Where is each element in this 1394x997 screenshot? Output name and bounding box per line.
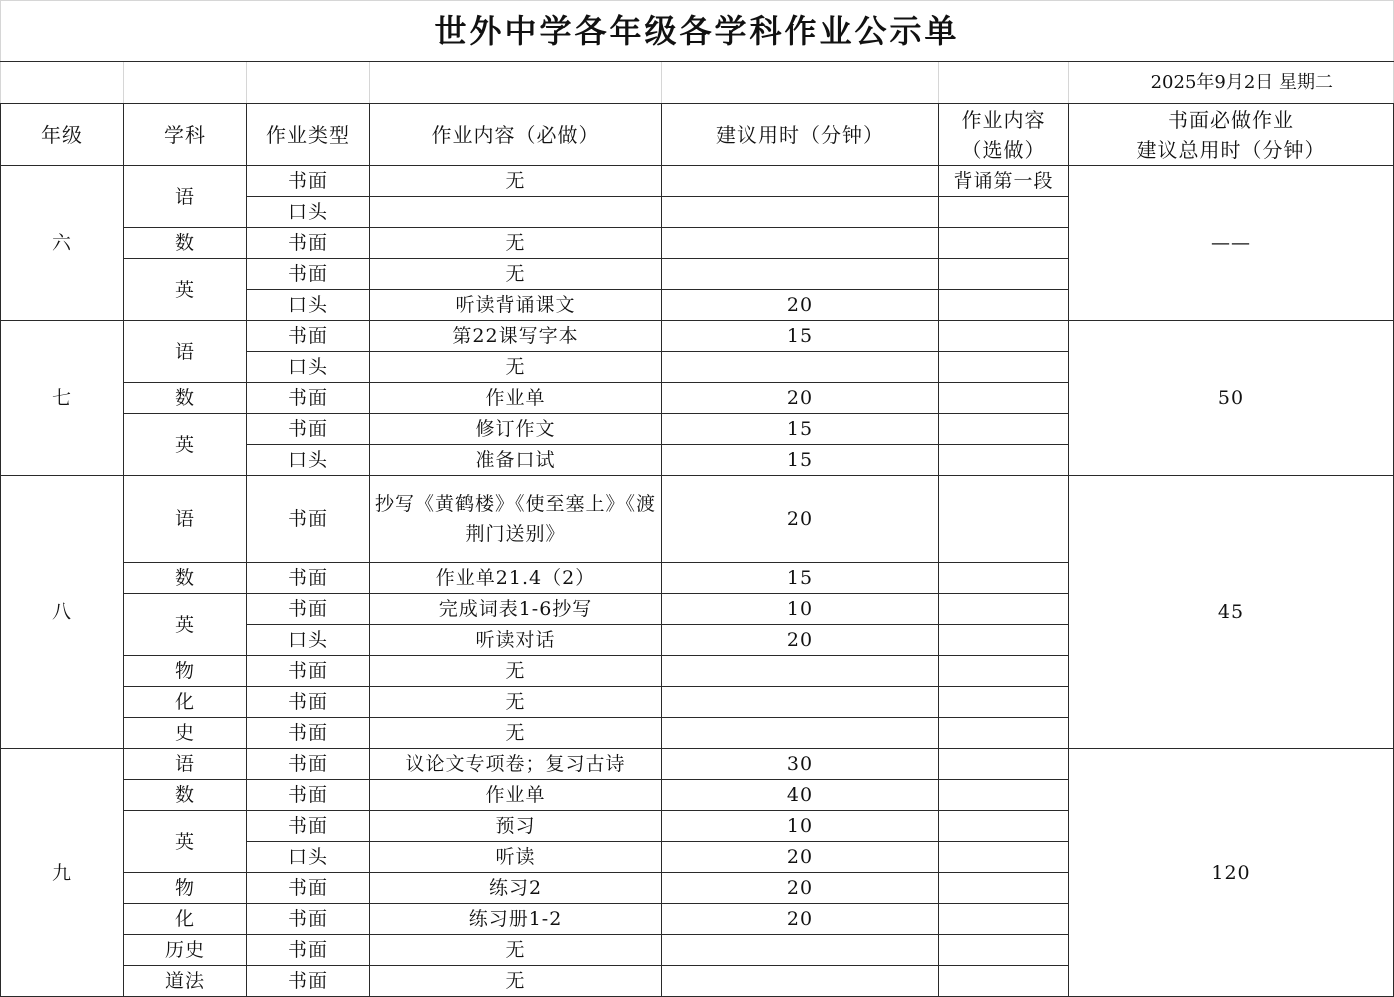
type-cell: 书面	[247, 718, 370, 749]
time-cell	[662, 352, 939, 383]
content-cell: 无	[370, 656, 662, 687]
optional-cell	[939, 197, 1069, 228]
grade-cell: 七	[1, 321, 124, 476]
content-cell: 完成词表1-6抄写	[370, 594, 662, 625]
total-cell: 45	[1069, 476, 1394, 749]
optional-cell	[939, 749, 1069, 780]
type-cell: 口头	[247, 352, 370, 383]
type-cell: 书面	[247, 563, 370, 594]
time-cell	[662, 718, 939, 749]
optional-cell	[939, 842, 1069, 873]
type-cell: 书面	[247, 228, 370, 259]
content-cell: 无	[370, 687, 662, 718]
optional-cell	[939, 414, 1069, 445]
time-cell	[662, 259, 939, 290]
type-cell: 书面	[247, 966, 370, 997]
subject-cell: 语	[124, 476, 247, 563]
blank-cell	[247, 62, 370, 104]
header-subject: 学科	[124, 104, 247, 166]
blank-cell	[124, 62, 247, 104]
subject-cell: 数	[124, 563, 247, 594]
subject-cell: 英	[124, 811, 247, 873]
optional-cell	[939, 811, 1069, 842]
content-cell: 第22课写字本	[370, 321, 662, 352]
optional-cell: 背诵第一段	[939, 166, 1069, 197]
time-cell: 10	[662, 811, 939, 842]
optional-cell	[939, 656, 1069, 687]
optional-cell	[939, 476, 1069, 563]
blank-cell	[939, 62, 1069, 104]
header-total	[1069, 104, 1394, 166]
subject-cell: 语	[124, 166, 247, 228]
content-cell: 修订作文	[370, 414, 662, 445]
optional-cell	[939, 687, 1069, 718]
grade-cell: 八	[1, 476, 124, 749]
optional-cell	[939, 935, 1069, 966]
table-row	[1, 321, 1394, 352]
optional-cell	[939, 718, 1069, 749]
time-cell: 20	[662, 383, 939, 414]
content-cell: 无	[370, 966, 662, 997]
header-total-line1: 书面必做作业	[1168, 107, 1295, 132]
type-cell: 书面	[247, 476, 370, 563]
grade-cell: 九	[1, 749, 124, 997]
type-cell: 书面	[247, 687, 370, 718]
type-cell: 书面	[247, 811, 370, 842]
optional-cell	[939, 563, 1069, 594]
optional-cell	[939, 383, 1069, 414]
time-cell: 30	[662, 749, 939, 780]
content-cell: 无	[370, 166, 662, 197]
grade-cell: 六	[1, 166, 124, 321]
content-cell: 无	[370, 352, 662, 383]
header-optional	[939, 104, 1069, 166]
time-cell	[662, 656, 939, 687]
type-cell: 书面	[247, 166, 370, 197]
subject-cell: 化	[124, 904, 247, 935]
type-cell: 书面	[247, 904, 370, 935]
content-cell: 听读对话	[370, 625, 662, 656]
time-cell	[662, 166, 939, 197]
content-cell: 预习	[370, 811, 662, 842]
type-cell: 书面	[247, 656, 370, 687]
content-cell: 练习册1-2	[370, 904, 662, 935]
header-time: 建议用时（分钟）	[662, 104, 939, 166]
subject-cell: 数	[124, 780, 247, 811]
subject-cell: 数	[124, 228, 247, 259]
content-cell: 准备口试	[370, 445, 662, 476]
subject-cell: 物	[124, 656, 247, 687]
time-cell: 15	[662, 445, 939, 476]
type-cell: 口头	[247, 625, 370, 656]
header-optional-line1: 作业内容	[961, 107, 1046, 132]
header-optional-line2: （选做）	[961, 137, 1046, 162]
time-cell: 10	[662, 594, 939, 625]
type-cell: 书面	[247, 780, 370, 811]
subject-cell: 物	[124, 873, 247, 904]
time-cell	[662, 197, 939, 228]
time-cell: 20	[662, 476, 939, 563]
content-cell: 议论文专项卷；复习古诗	[370, 749, 662, 780]
type-cell: 书面	[247, 749, 370, 780]
header-total-line2: 建议总用时（分钟）	[1136, 137, 1326, 162]
content-cell: 作业单	[370, 780, 662, 811]
type-cell: 书面	[247, 935, 370, 966]
content-cell: 听读背诵课文	[370, 290, 662, 321]
subject-cell: 化	[124, 687, 247, 718]
optional-cell	[939, 228, 1069, 259]
time-cell: 40	[662, 780, 939, 811]
type-cell: 书面	[247, 321, 370, 352]
optional-cell	[939, 873, 1069, 904]
subject-cell: 语	[124, 749, 247, 780]
optional-cell	[939, 321, 1069, 352]
subject-cell: 数	[124, 383, 247, 414]
optional-cell	[939, 625, 1069, 656]
subject-cell: 英	[124, 259, 247, 321]
type-cell: 口头	[247, 290, 370, 321]
type-cell: 口头	[247, 445, 370, 476]
optional-cell	[939, 966, 1069, 997]
type-cell: 口头	[247, 842, 370, 873]
content-cell	[370, 197, 662, 228]
subject-cell: 道法	[124, 966, 247, 997]
type-cell: 书面	[247, 383, 370, 414]
optional-cell	[939, 904, 1069, 935]
blank-cell	[1, 62, 124, 104]
content-cell: 练习2	[370, 873, 662, 904]
optional-cell	[939, 780, 1069, 811]
optional-cell	[939, 259, 1069, 290]
type-cell: 口头	[247, 197, 370, 228]
table-row	[1, 476, 1394, 563]
table-row	[1, 166, 1394, 197]
time-cell	[662, 966, 939, 997]
time-cell: 20	[662, 842, 939, 873]
content-cell: 无	[370, 935, 662, 966]
total-cell: ——	[1069, 166, 1394, 321]
header-type: 作业类型	[247, 104, 370, 166]
page-title: 世外中学各年级各学科作业公示单	[1, 1, 1394, 62]
subject-cell: 英	[124, 414, 247, 476]
optional-cell	[939, 352, 1069, 383]
subject-cell: 语	[124, 321, 247, 383]
optional-cell	[939, 290, 1069, 321]
content-cell: 无	[370, 228, 662, 259]
time-cell	[662, 228, 939, 259]
time-cell: 20	[662, 873, 939, 904]
subject-cell: 英	[124, 594, 247, 656]
content-cell: 抄写《黄鹤楼》《使至塞上》《渡荆门送别》	[370, 476, 662, 563]
total-cell: 120	[1069, 749, 1394, 997]
optional-cell	[939, 445, 1069, 476]
content-cell: 作业单	[370, 383, 662, 414]
time-cell	[662, 935, 939, 966]
table-row	[1, 749, 1394, 780]
time-cell: 20	[662, 904, 939, 935]
content-cell: 无	[370, 718, 662, 749]
content-cell: 听读	[370, 842, 662, 873]
type-cell: 书面	[247, 873, 370, 904]
blank-cell	[662, 62, 939, 104]
time-cell: 15	[662, 321, 939, 352]
time-cell: 15	[662, 414, 939, 445]
subject-cell: 历史	[124, 935, 247, 966]
type-cell: 书面	[247, 594, 370, 625]
subject-cell: 史	[124, 718, 247, 749]
type-cell: 书面	[247, 414, 370, 445]
header-content: 作业内容（必做）	[370, 104, 662, 166]
total-cell: 50	[1069, 321, 1394, 476]
time-cell: 15	[662, 563, 939, 594]
optional-cell	[939, 594, 1069, 625]
content-cell: 作业单21.4（2）	[370, 563, 662, 594]
time-cell: 20	[662, 290, 939, 321]
time-cell	[662, 687, 939, 718]
type-cell: 书面	[247, 259, 370, 290]
date-label: 2025年9月2日 星期二	[1069, 62, 1394, 104]
content-cell: 无	[370, 259, 662, 290]
time-cell: 20	[662, 625, 939, 656]
blank-cell	[370, 62, 662, 104]
header-grade: 年级	[1, 104, 124, 166]
